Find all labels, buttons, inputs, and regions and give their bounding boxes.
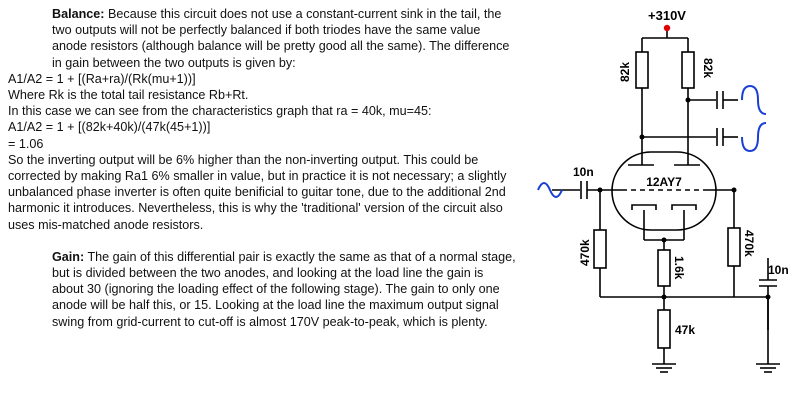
grid-leak-left (594, 230, 606, 268)
article-text (8, 6, 518, 330)
anode-resistor-left (636, 52, 648, 88)
bias-resistor-label: 1.6k (672, 256, 686, 280)
gain-heading: Gain: (52, 249, 85, 264)
formula-case: A1/A2 = 1 + [(82k+40k)/(47k(45+1))] (8, 120, 211, 135)
case-intro: In this case we can see from the characteristics graph that ra = 40k, mu=45: (8, 104, 432, 119)
grid-leak-right-label: 470k (742, 230, 756, 257)
anode-resistor-right (682, 52, 694, 88)
bias-resistor (658, 250, 670, 286)
balance-conclusion: So the inverting output will be 6% higher than the non-inverting output. This could be corrected by making Ra1 6% smaller in value, but in practice it is not necessary; a slightly unbalanced phase inverter is often quite benificial to guitar tone, due to the additional 2nd harmonic it introduces. Nevertheless, this is why the 'traditional' version of the circuit also uses mis-matched anode resistors. (8, 152, 507, 232)
bypass-cap-label: 10n (768, 263, 789, 277)
balance-intro: Because this circuit does not use a constant-current sink in the tail, the two outputs will not be perfectly balanced if both triodes have the same value anode resistors (although balance will be pretty good all the same). The difference in gain between the two outputs is given by: (52, 7, 510, 70)
cathode-right (672, 205, 696, 210)
tail-resistor (658, 310, 670, 348)
anode-resistor-right-label: 82k (701, 58, 715, 79)
tube-label: 12AY7 (646, 175, 682, 189)
output-signal-noninverted-icon (742, 123, 766, 151)
supply-label: +310V (648, 8, 686, 23)
formula-result: = 1.06 (8, 136, 44, 151)
gain-body: The gain of this differential pair is exactly the same as that of a normal stage, but is divided between the two anodes, and looking at the load line the gain is about 30 (ignoring the loading effect of the following stage). The gain to only one anode will be half this, or 15. Looking at the load line the maximum output signal swing from grid-current to cut-off is almost 170V peak-to-peak, which is plenty. (52, 249, 516, 329)
formula-general: A1/A2 = 1 + [(Ra+ra)/(Rk(mu+1))] (8, 71, 196, 86)
grid-leak-right (728, 228, 740, 266)
formula-note: Where Rk is the total tail resistance Rb+Rt. (8, 88, 249, 103)
balance-paragraph (8, 6, 518, 71)
anode-resistor-left-label: 82k (618, 61, 632, 82)
output-signal-inverted-icon (742, 86, 766, 114)
input-cap-label: 10n (573, 165, 594, 179)
gain-paragraph (8, 249, 518, 330)
tube-envelope (612, 152, 716, 230)
phase-inverter-schematic (520, 0, 800, 404)
cathode-left (632, 205, 656, 210)
tail-resistor-label: 47k (675, 323, 696, 337)
balance-heading: Balance: (52, 7, 105, 21)
grid-leak-left-label: 470k (578, 239, 592, 266)
supply-dot (664, 25, 670, 31)
